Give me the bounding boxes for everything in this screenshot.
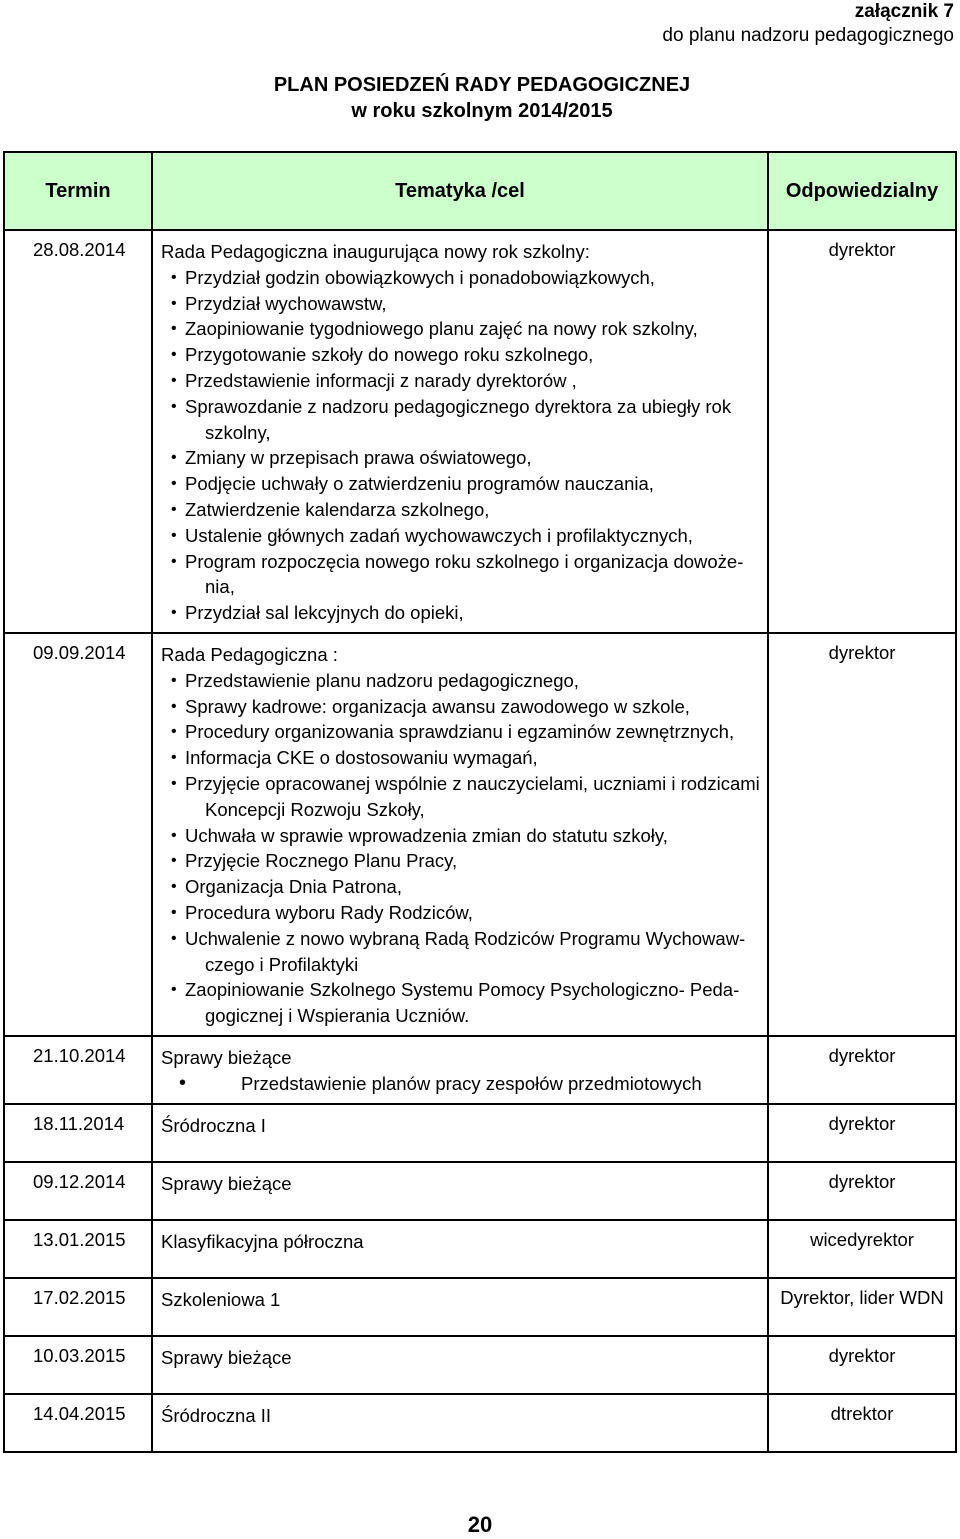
- list-item: [171, 771, 763, 823]
- list-item-text: Przyjęcie Rocznego Planu Pracy,: [185, 850, 458, 872]
- table-row: [4, 1104, 956, 1162]
- list-item: [171, 265, 763, 291]
- meetings-table: [3, 151, 957, 1453]
- title-line-1: PLAN POSIEDZEŃ RADY PEDAGOGICZNEJ: [273, 74, 691, 96]
- list-item-text: Informacja CKE o dostosowaniu wymagań,: [185, 747, 538, 769]
- list-item: [171, 549, 763, 601]
- list-item: [171, 694, 763, 720]
- topic-heading: Śródroczna I: [161, 1114, 266, 1136]
- topic-item-list: [161, 1071, 763, 1097]
- list-item: [171, 848, 763, 874]
- table-row: [4, 1394, 956, 1452]
- list-item: [171, 523, 763, 549]
- list-item-text: Przydział wychowawstw,: [185, 292, 387, 314]
- row-term: 09.09.2014: [4, 633, 152, 1036]
- list-item-continuation: nia,: [205, 576, 235, 598]
- list-item-text: Przedstawienie informacji z narady dyrektorów ,: [185, 369, 577, 391]
- row-term: 28.08.2014: [4, 230, 152, 633]
- list-item: [171, 600, 763, 626]
- list-item: [171, 823, 763, 849]
- list-item-text: Uchwalenie z nowo wybraną Radą Rodziców Programu Wychowaw-: [185, 927, 746, 949]
- list-item-text: Organizacja Dnia Patrona,: [185, 876, 402, 898]
- row-topic: [152, 1336, 768, 1394]
- list-item: [171, 445, 763, 471]
- list-item: [171, 316, 763, 342]
- list-item-continuation: czego i Profilaktyki: [205, 953, 359, 975]
- annex-subtitle: do planu nadzoru pedagogicznego: [662, 25, 954, 46]
- row-topic: [152, 1278, 768, 1336]
- table-row: [4, 1162, 956, 1220]
- row-topic: [152, 1162, 768, 1220]
- row-topic: [152, 1104, 768, 1162]
- list-item-continuation: gogicznej i Wspierania Uczniów.: [205, 1005, 470, 1027]
- topic-heading: Klasyfikacyjna półroczna: [161, 1230, 364, 1252]
- list-item: [171, 926, 763, 978]
- list-item: [171, 368, 763, 394]
- list-item-text: Zaopiniowanie Szkolnego Systemu Pomocy Psychologiczno- Peda-: [185, 979, 740, 1001]
- table-row: [4, 230, 956, 633]
- row-responsible: dyrektor: [768, 1336, 956, 1394]
- list-item-text: Przydział sal lekcyjnych do opieki,: [185, 602, 464, 624]
- table-row: [4, 633, 956, 1036]
- row-responsible: dyrektor: [768, 230, 956, 633]
- list-item-text: Przyjęcie opracowanej wspólnie z nauczycielami, uczniami i rodzicami: [185, 772, 760, 794]
- list-item: [171, 900, 763, 926]
- row-topic: [152, 1220, 768, 1278]
- table-row: [4, 1336, 956, 1394]
- list-item-text: Przedstawienie planu nadzoru pedagogicznego,: [185, 669, 579, 691]
- row-topic: [152, 1036, 768, 1104]
- list-item: [171, 471, 763, 497]
- row-responsible: dtrektor: [768, 1394, 956, 1452]
- list-item-text: Przedstawienie planów pracy zespołów przedmiotowych: [241, 1072, 702, 1094]
- list-item: [171, 745, 763, 771]
- table-row: [4, 1220, 956, 1278]
- page-number: 20: [467, 1512, 493, 1537]
- row-responsible: dyrektor: [768, 1162, 956, 1220]
- list-item-text: Przydział godzin obowiązkowych i ponadobowiązkowych,: [185, 266, 655, 288]
- list-item-text: Program rozpoczęcia nowego roku szkolnego i organizacja dowoże-: [185, 550, 744, 572]
- list-item-text: Ustalenie głównych zadań wychowawczych i profilaktycznych,: [185, 524, 693, 546]
- row-responsible: dyrektor: [768, 633, 956, 1036]
- list-item-text: Zaopiniowanie tygodniowego planu zajęć na nowy rok szkolny,: [185, 318, 698, 340]
- row-term: 14.04.2015: [4, 1394, 152, 1452]
- table-row: [4, 1036, 956, 1104]
- list-item-text: Sprawy kadrowe: organizacja awansu zawodowego w szkole,: [185, 695, 690, 717]
- list-item: [171, 1071, 763, 1097]
- annex-number: załącznik 7: [854, 1, 954, 22]
- list-item: [171, 719, 763, 745]
- annex-note: [662, 0, 954, 48]
- row-responsible: Dyrektor, lider WDN: [768, 1278, 956, 1336]
- header-topic: Tematyka /cel: [152, 152, 768, 230]
- list-item-text: Uchwała w sprawie wprowadzenia zmian do statutu szkoły,: [185, 824, 668, 846]
- list-item: [171, 668, 763, 694]
- page-title: [0, 72, 960, 124]
- row-topic: [152, 633, 768, 1036]
- list-item: [171, 497, 763, 523]
- topic-heading: Sprawy bieżące: [161, 1172, 292, 1194]
- topic-heading: Szkoleniowa 1: [161, 1288, 281, 1310]
- row-term: 21.10.2014: [4, 1036, 152, 1104]
- list-item: [171, 977, 763, 1029]
- list-item: [171, 394, 763, 446]
- row-term: 13.01.2015: [4, 1220, 152, 1278]
- list-item: [171, 291, 763, 317]
- list-item-text: Sprawozdanie z nadzoru pedagogicznego dyrektora za ubiegły rok: [185, 395, 732, 417]
- list-item: [171, 874, 763, 900]
- row-term: 18.11.2014: [4, 1104, 152, 1162]
- header-responsible: Odpowiedzialny: [768, 152, 956, 230]
- title-line-2: w roku szkolnym 2014/2015: [351, 100, 613, 122]
- row-term: 17.02.2015: [4, 1278, 152, 1336]
- row-responsible: dyrektor: [768, 1104, 956, 1162]
- list-item-text: Zmiany w przepisach prawa oświatowego,: [185, 447, 532, 469]
- row-topic: [152, 1394, 768, 1452]
- list-item: [171, 342, 763, 368]
- table-header-row: [4, 152, 956, 230]
- header-term: Termin: [4, 152, 152, 230]
- row-term: 10.03.2015: [4, 1336, 152, 1394]
- list-item-text: Podjęcie uchwały o zatwierdzeniu programów nauczania,: [185, 473, 654, 495]
- row-term: 09.12.2014: [4, 1162, 152, 1220]
- topic-heading: Rada Pedagogiczna :: [161, 643, 338, 665]
- row-topic: [152, 230, 768, 633]
- topic-item-list: [161, 265, 763, 626]
- topic-heading: Sprawy bieżące: [161, 1046, 292, 1068]
- list-item-text: Procedura wyboru Rady Rodziców,: [185, 901, 473, 923]
- list-item-text: Procedury organizowania sprawdzianu i egzaminów zewnętrznych,: [185, 721, 735, 743]
- list-item-text: Zatwierdzenie kalendarza szkolnego,: [185, 498, 490, 520]
- topic-heading: Rada Pedagogiczna inaugurująca nowy rok szkolny:: [161, 241, 590, 262]
- row-responsible: dyrektor: [768, 1036, 956, 1104]
- list-item-continuation: Koncepcji Rozwoju Szkoły,: [205, 798, 425, 820]
- row-responsible: wicedyrektor: [768, 1220, 956, 1278]
- topic-item-list: [161, 668, 763, 1029]
- topic-heading: Sprawy bieżące: [161, 1346, 292, 1368]
- table-body: [4, 230, 956, 1452]
- table-row: [4, 1278, 956, 1336]
- topic-heading: Śródroczna II: [161, 1404, 272, 1426]
- list-item-continuation: szkolny,: [205, 421, 271, 443]
- list-item-text: Przygotowanie szkoły do nowego roku szkolnego,: [185, 344, 594, 366]
